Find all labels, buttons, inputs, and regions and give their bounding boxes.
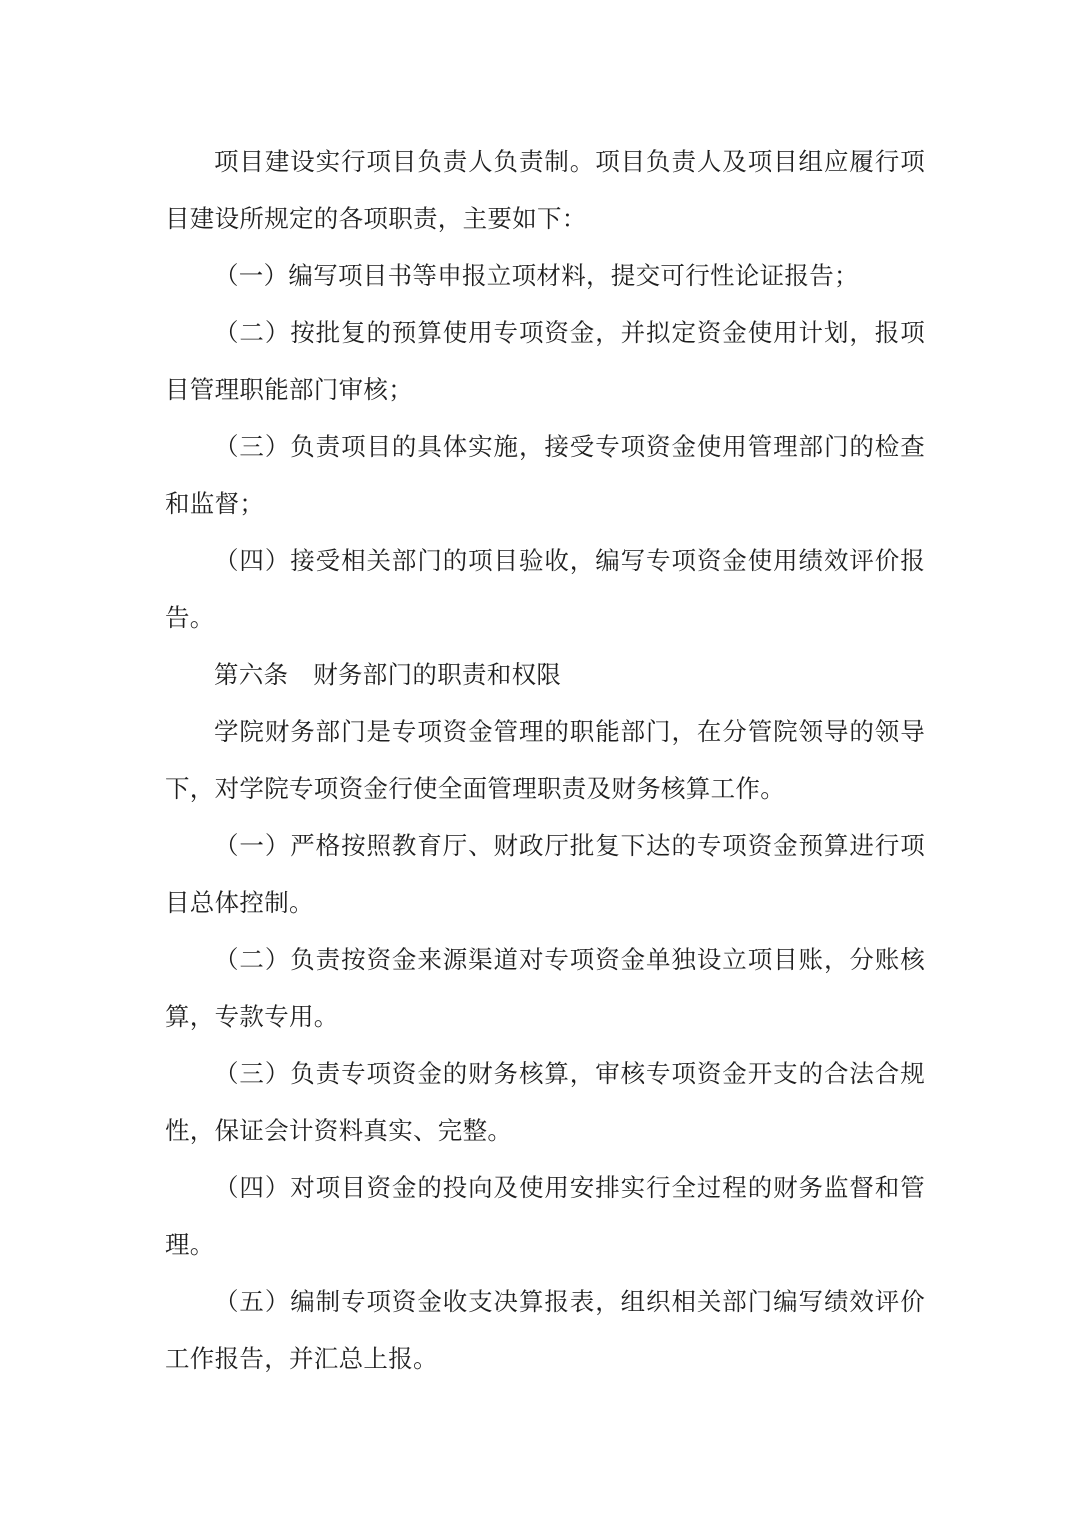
section-heading-article-6: 第六条 财务部门的职责和权限	[214, 660, 562, 689]
paragraph-finance-item-1: （一）严格按照教育厅、财政厅批复下达的专项资金预算进行项目总体控制。	[165, 831, 925, 917]
paragraph-finance-item-2: （二）负责按资金来源渠道对专项资金单独设立项目账，分账核算，专款专用。	[165, 945, 925, 1031]
paragraph-project-responsibility: 项目建设实行项目负责人负责制。项目负责人及项目组应履行项目建设所规定的各项职责，主要如下：	[165, 147, 925, 233]
paragraph-finance-dept-intro: 学院财务部门是专项资金管理的职能部门，在分管院领导的领导下，对学院专项资金行使全面管理职责及财务核算工作。	[165, 717, 925, 803]
paragraph-item-4: （四）接受相关部门的项目验收，编写专项资金使用绩效评价报告。	[165, 546, 925, 632]
paragraph-item-1: （一）编写项目书等申报立项材料，提交可行性论证报告；	[214, 261, 859, 290]
paragraph-finance-item-4: （四）对项目资金的投向及使用安排实行全过程的财务监督和管理。	[165, 1173, 925, 1259]
document-body	[165, 133, 925, 1387]
paragraph-item-2: （二）按批复的预算使用专项资金，并拟定资金使用计划，报项目管理职能部门审核；	[165, 318, 925, 404]
paragraph-item-3: （三）负责项目的具体实施，接受专项资金使用管理部门的检查和监督；	[165, 432, 925, 518]
paragraph-finance-item-3: （三）负责专项资金的财务核算，审核专项资金开支的合法合规性，保证会计资料真实、完整。	[165, 1059, 925, 1145]
paragraph-finance-item-5: （五）编制专项资金收支决算报表，组织相关部门编写绩效评价工作报告，并汇总上报。	[165, 1287, 925, 1373]
